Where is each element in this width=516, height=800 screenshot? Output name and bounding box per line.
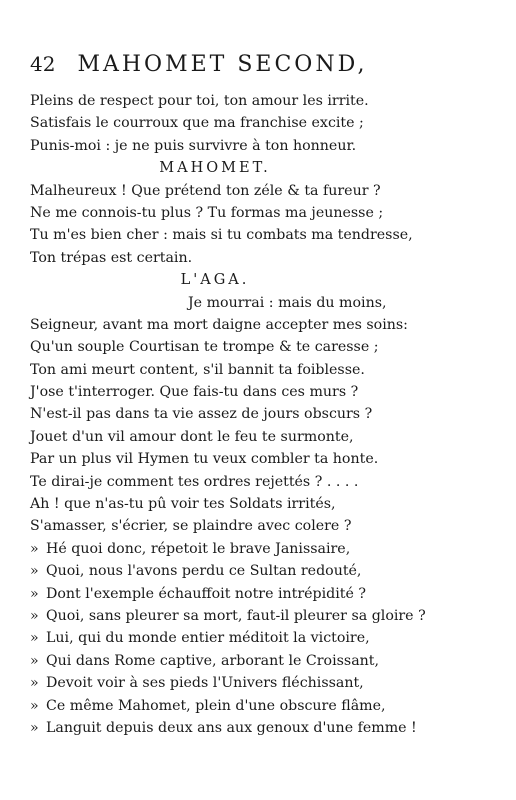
verse-line: [30, 515, 400, 537]
verse-line-text: Qui dans Rome captive, arborant le Croissant,: [46, 652, 380, 669]
verse-line: [30, 471, 400, 493]
verse-line: [30, 292, 400, 314]
verse-line: [30, 314, 408, 336]
verse-line-text: Lui, qui du monde entier méditoit la victoire,: [46, 630, 370, 647]
quotation-mark: »: [30, 540, 39, 557]
verse-line-text: Pleins de respect pour toi, ton amour les irrite.: [30, 93, 369, 109]
verse-line: [30, 336, 400, 358]
verse-line: [30, 202, 400, 224]
verse-line-text: Tu m'es bien cher : mais si tu combats ma tendresse,: [30, 227, 413, 244]
verse-line-text: J'ose t'interroger. Que fais-tu dans ces murs ?: [30, 384, 359, 401]
verse-line: [30, 224, 413, 246]
quotation-mark: »: [30, 652, 39, 669]
verse-line-text: Ce même Mahomet, plein d'une obscure flâme,: [46, 697, 386, 714]
verse-line-text: Ton ami meurt content, s'il bannit ta foiblesse.: [30, 361, 365, 378]
speaker-name: MAHOMET.: [159, 160, 271, 177]
verse-line: [30, 717, 417, 739]
verse-line-text: Malheureux ! Que prétend ton zéle & ta fureur ?: [30, 182, 381, 199]
speaker-name: L'AGA.: [180, 272, 250, 289]
verse-line-text: S'amasser, s'écrier, se plaindre avec colere ?: [30, 518, 352, 535]
verse-line: [30, 112, 400, 134]
page-header: [30, 52, 405, 77]
quotation-mark: »: [30, 585, 39, 602]
verse-line-text: Par un plus vil Hymen tu veux combler ta honte.: [30, 451, 379, 468]
verse-line-text: N'est-il pas dans ta vie assez de jours obscurs ?: [30, 406, 373, 423]
verse-line: [30, 538, 400, 560]
verse-line: [30, 695, 400, 717]
verse-line-text: Jouet d'un vil amour dont le feu te surmonte,: [30, 428, 354, 445]
verse-line-text: Devoit voir à ses pieds l'Univers fléchissant,: [46, 675, 364, 692]
verse-line: [30, 381, 400, 403]
verse-line: [30, 359, 400, 381]
verse-line-text: Te dirai-je comment tes ordres rejettés ? . . . .: [30, 473, 359, 490]
verse-line: [30, 493, 400, 515]
quotation-mark: »: [30, 563, 39, 580]
verse-line-text: Ne me connois-tu plus ? Tu formas ma jeunesse ;: [30, 204, 384, 221]
quotation-mark: »: [30, 675, 39, 692]
verse-line-text: Hé quoi donc, répetoit le brave Janissaire,: [46, 540, 351, 557]
verse-line: [30, 247, 400, 269]
verse-line-text: Seigneur, avant ma mort daigne accepter mes soins:: [30, 316, 408, 333]
verse-line-text: Dont l'exemple échauffoit notre intrépidité ?: [46, 585, 366, 602]
verse-line: [30, 426, 400, 448]
verse-line: [30, 180, 400, 202]
verse-line-text: Je mourrai : mais du moins,: [188, 294, 387, 311]
verse-line: [30, 583, 400, 605]
verse-line-text: Qu'un souple Courtisan te trompe & te caresse ;: [30, 339, 379, 356]
verse-line-text: Quoi, sans pleurer sa mort, faut-il pleurer sa gloire ?: [46, 607, 426, 624]
verse-line-text: Satisfais le courroux que ma franchise excite ;: [30, 115, 364, 132]
verse-text: [30, 90, 426, 739]
verse-line: [30, 650, 400, 672]
quotation-mark: »: [30, 719, 39, 736]
verse-line: [30, 448, 400, 470]
quotation-mark: »: [30, 630, 39, 647]
verse-line: [30, 672, 400, 694]
verse-line-text: Languit depuis deux ans aux genoux d'une femme !: [46, 719, 417, 736]
verse-line-text: Quoi, nous l'avons perdu ce Sultan redouté,: [46, 563, 362, 580]
quotation-mark: »: [30, 607, 39, 624]
verse-line: [30, 90, 400, 112]
page-number: 42: [30, 52, 56, 76]
running-title: MAHOMET SECOND,: [77, 52, 368, 77]
verse-line: [30, 627, 400, 649]
verse-line-text: Ah ! que n'as-tu pû voir tes Soldats irrités,: [30, 496, 336, 513]
verse-line: [30, 605, 426, 627]
verse-line: [30, 135, 400, 157]
verse-line-text: Punis-moi : je ne puis survivre à ton honneur.: [30, 137, 357, 154]
verse-line: [30, 403, 400, 425]
quotation-mark: »: [30, 697, 39, 714]
verse-line-text: Ton trépas est certain.: [30, 249, 193, 266]
verse-line: [30, 560, 400, 582]
